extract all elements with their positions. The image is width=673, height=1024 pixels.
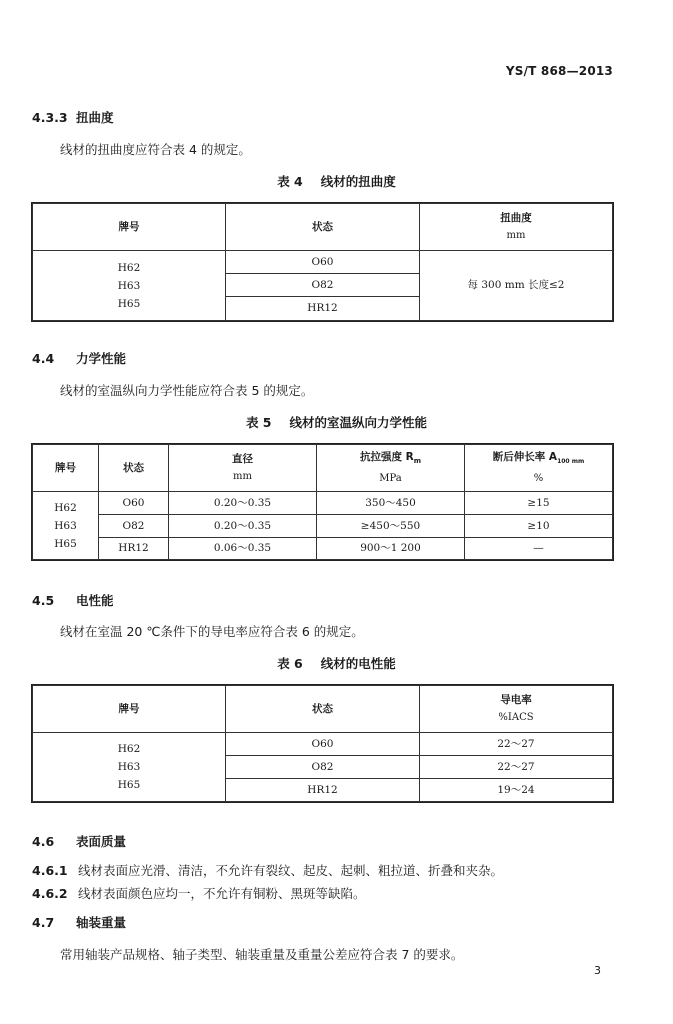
strength-subscript: m <box>413 457 422 466</box>
section-number: 4.5 <box>32 593 55 608</box>
elongation-subscript: 100 mm <box>557 458 585 466</box>
section-4-7-text: 常用轴装产品规格、轴子类型、轴装重量及重量公差应符合表 7 的要求。 <box>60 947 464 962</box>
table6-header-state: 状态 <box>225 685 420 733</box>
table5-header-strength-unit: MPa <box>379 473 402 485</box>
section-title: 表面质量 <box>76 834 127 849</box>
table6-number: 表 6 <box>277 656 303 671</box>
section-number: 4.3.3 <box>32 110 68 125</box>
table6-header-conductivity-label: 导电率 <box>500 694 532 706</box>
table5-strength: 350～450 <box>316 491 465 515</box>
table5-caption <box>0 413 673 431</box>
table6-frame <box>31 684 614 803</box>
elongation-label-text: 断后伸长率 A <box>492 450 558 463</box>
table5-header-diameter-label: 直径 <box>232 453 253 465</box>
table5-number: 表 5 <box>245 415 272 430</box>
section-number: 4.6.1 <box>32 863 68 878</box>
section-title: 电性能 <box>76 593 114 608</box>
section-text: 线材表面颜色应均一，不允许有铜粉、黑斑等缺陷。 <box>78 886 366 901</box>
table5-elongation: ≥15 <box>464 491 613 515</box>
table6-state: O82 <box>225 755 420 779</box>
section-number: 4.6.2 <box>32 886 68 901</box>
section-number: 4.7 <box>32 915 55 930</box>
table5-header-grade: 牌号 <box>32 444 99 492</box>
table5-frame <box>31 443 614 561</box>
table6-conductivity: 19～24 <box>419 778 613 802</box>
section-text: 线材表面应光滑、清洁，不允许有裂纹、起皮、起刺、粗拉道、折叠和夹杂。 <box>78 863 504 878</box>
table4-caption <box>0 172 673 190</box>
table6-title: 线材的电性能 <box>320 656 396 671</box>
table4-twist-value: 每 300 mm 长度≤2 <box>419 250 613 321</box>
table5-header-elongation-unit: % <box>533 473 544 485</box>
table5-header-diameter-unit: mm <box>233 471 252 482</box>
table5-grade: H62 <box>54 501 77 514</box>
section-number: 4.4 <box>32 351 55 366</box>
table5-diameter: 0.20～0.35 <box>168 491 317 515</box>
table5-state: HR12 <box>98 537 169 560</box>
table5-grade: H63 <box>54 519 77 532</box>
section-4-4-text: 线材的室温纵向力学性能应符合表 5 的规定。 <box>60 383 314 398</box>
table6-header-grade: 牌号 <box>32 685 226 733</box>
table4-header-grade: 牌号 <box>32 203 226 251</box>
section-4-3-3-text: 线材的扭曲度应符合表 4 的规定。 <box>60 142 251 157</box>
table5-strength: 900～1 200 <box>316 537 465 560</box>
section-4-6-heading <box>32 832 126 850</box>
table6-conductivity: 22～27 <box>419 755 613 779</box>
table4-state: HR12 <box>225 296 420 321</box>
table6-state: O60 <box>225 732 420 756</box>
section-4-6-1 <box>32 861 503 879</box>
table5-state: O60 <box>98 491 169 515</box>
page-number: 3 <box>594 964 601 977</box>
table4-header-twist-unit: mm <box>506 230 526 241</box>
table4-state: O82 <box>225 273 420 297</box>
strength-label-text: 抗拉强度 R <box>359 450 414 463</box>
table6-conductivity: 22～27 <box>419 732 613 756</box>
table5-elongation: — <box>464 537 613 560</box>
section-title: 扭曲度 <box>76 110 114 125</box>
table5-elongation: ≥10 <box>464 514 613 538</box>
section-4-6-2 <box>32 884 366 902</box>
table5-state: O82 <box>98 514 169 538</box>
section-title: 轴装重量 <box>76 915 127 930</box>
table6-header-conductivity-unit: %IACS <box>498 712 534 723</box>
table5-header-state: 状态 <box>98 444 169 492</box>
table5-diameter: 0.06～0.35 <box>168 537 317 560</box>
table6-grade: H62 <box>117 743 141 755</box>
section-title: 力学性能 <box>76 351 127 366</box>
table4-title: 线材的扭曲度 <box>320 174 396 189</box>
table4-grade: H62 <box>117 261 141 274</box>
section-number: 4.6 <box>32 834 55 849</box>
section-4-7-heading <box>32 913 126 931</box>
table4-frame <box>31 202 614 322</box>
table5-diameter: 0.20～0.35 <box>168 514 317 538</box>
standard-number: YS/T 868—2013 <box>505 64 613 78</box>
table5-title: 线材的室温纵向力学性能 <box>289 415 428 430</box>
table5-strength: ≥450～550 <box>316 514 465 538</box>
table6-grade: H65 <box>117 779 141 791</box>
table6-state: HR12 <box>225 778 420 802</box>
section-4-4-heading <box>32 349 126 367</box>
section-4-5-heading <box>32 591 114 609</box>
section-4-3-3-heading <box>32 108 114 126</box>
section-4-5-text: 线材在室温 20 ℃条件下的导电率应符合表 6 的规定。 <box>60 624 364 639</box>
table4-header-state: 状态 <box>225 203 420 251</box>
table4-grade: H63 <box>117 279 141 292</box>
table4-grade: H65 <box>117 297 141 310</box>
table4-state: O60 <box>225 250 420 274</box>
table5-grade: H65 <box>54 537 77 550</box>
table6-caption <box>0 654 673 672</box>
table4-number: 表 4 <box>277 174 303 189</box>
table4-header-twist-label: 扭曲度 <box>500 212 532 224</box>
table6-grade: H63 <box>117 761 141 773</box>
